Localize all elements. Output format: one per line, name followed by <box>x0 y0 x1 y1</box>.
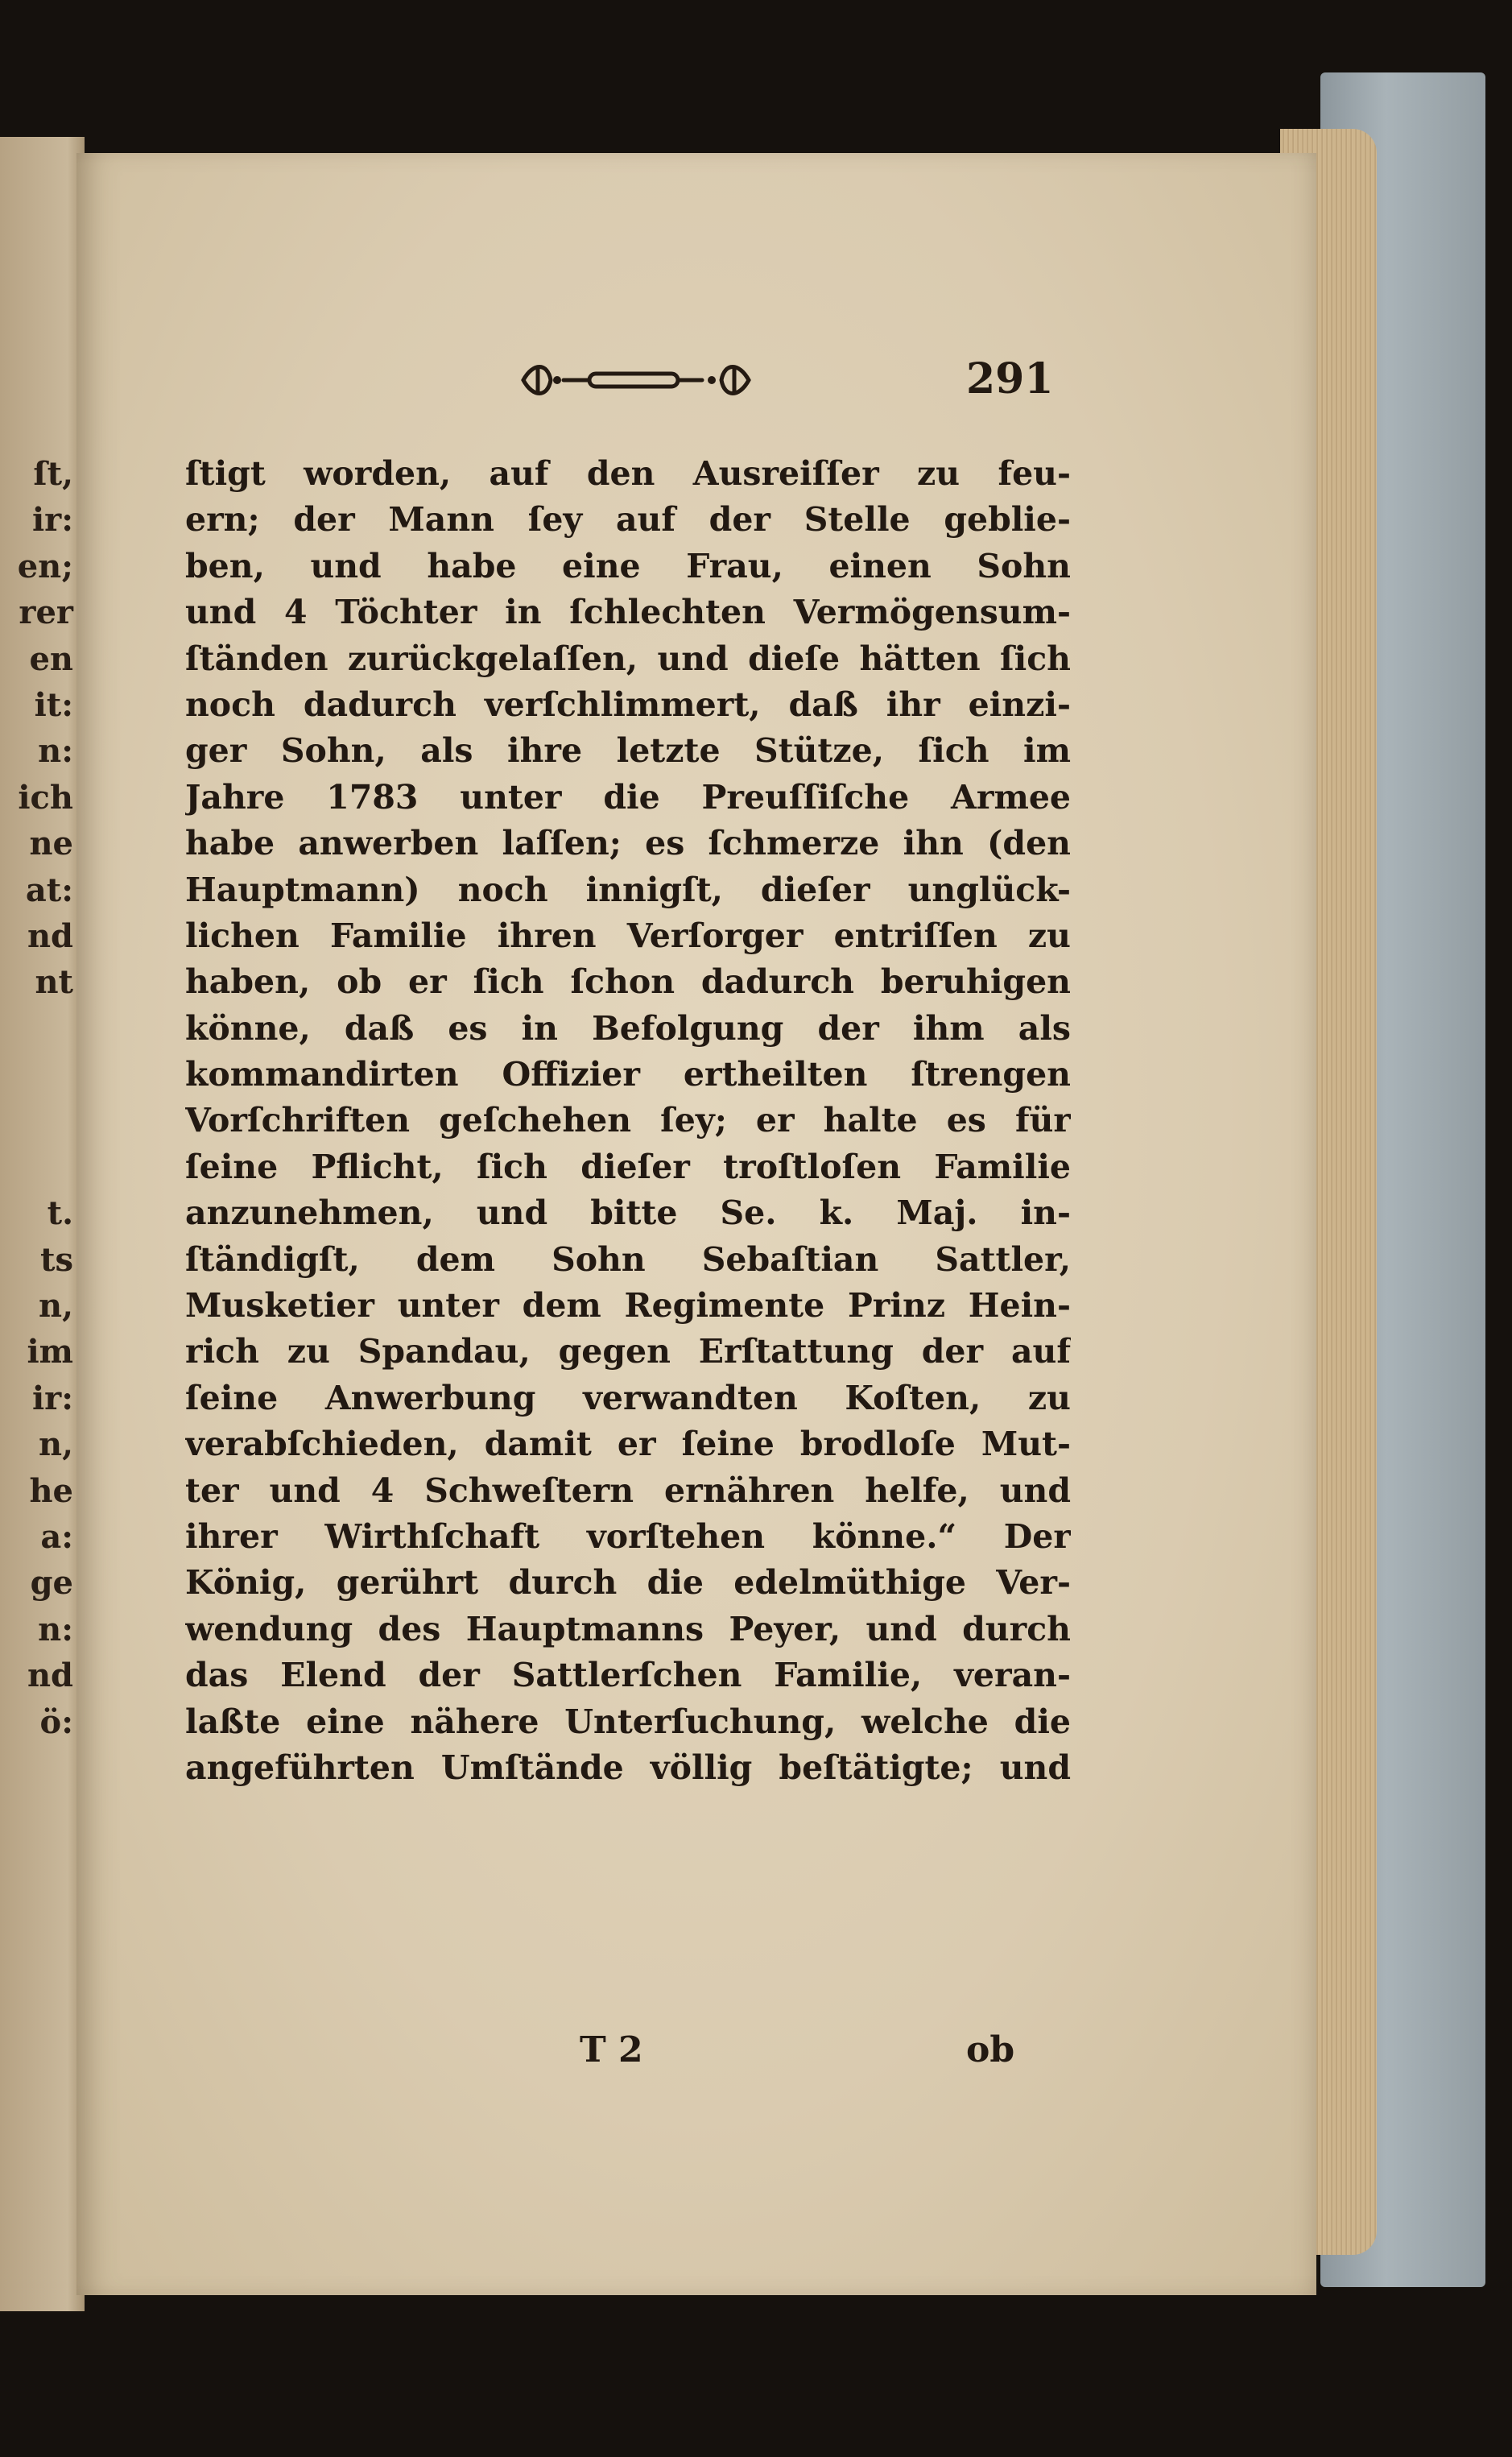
margin-fragment: ir: <box>31 501 73 540</box>
text-line: Vorſchriften geſchehen ſey; er halte es für <box>185 1101 1071 1140</box>
text-line: ſtigt worden, auf den Ausreiſſer zu feu- <box>185 454 1071 493</box>
text-line: ben, und habe eine Frau, einen Sohn <box>185 546 1071 585</box>
text-line: wendung des Hauptmanns Peyer, und durch <box>185 1609 1071 1648</box>
header-ornament-icon <box>515 359 757 401</box>
margin-fragment: rer <box>19 594 73 632</box>
margin-fragment: en; <box>17 547 73 585</box>
margin-fragment: at: <box>25 871 73 909</box>
text-line: Musketier unter dem Regimente Prinz Hein- <box>185 1286 1071 1326</box>
text-line: das Elend der Sattlerſchen Familie, veran- <box>185 1656 1071 1695</box>
text-line: und 4 Töchter in ſchlechten Vermögensum- <box>185 593 1071 632</box>
margin-fragment: nt <box>35 963 73 1002</box>
margin-fragment <box>0 1144 73 1190</box>
text-line: lichen Familie ihren Verſorger entriſſen zu <box>185 916 1071 955</box>
margin-fragment <box>0 1052 73 1098</box>
margin-fragment: t. <box>47 1194 73 1233</box>
text-line: ſtändigſt, dem Sohn Sebaſtian Sattler, <box>185 1239 1071 1279</box>
previous-page-fragments <box>0 451 76 1745</box>
margin-fragment <box>0 1006 73 1052</box>
text-line: ter und 4 Schweſtern ernähren helfe, und <box>185 1470 1071 1510</box>
margin-fragment: en <box>29 639 73 678</box>
page-number: 291 <box>966 354 1054 403</box>
text-line: ihrer Wirthſchaft vorſtehen könne.“ Der <box>185 1516 1071 1556</box>
margin-fragment: ts <box>40 1240 73 1279</box>
margin-fragment: ne <box>29 825 73 863</box>
text-line: ſtänden zurückgelaſſen, und dieſe hätten ſich <box>185 639 1071 678</box>
margin-fragment: ich <box>18 778 73 817</box>
page-body-text <box>185 451 1071 1791</box>
text-line: könne, daß es in Befolgung der ihm als <box>185 1008 1071 1048</box>
margin-fragment: nd <box>27 1657 73 1695</box>
margin-fragment: n: <box>38 1610 73 1648</box>
margin-fragment: ö: <box>39 1702 73 1741</box>
margin-fragment: n: <box>38 732 73 771</box>
text-line: Hauptmann) noch innigſt, dieſer unglück- <box>185 870 1071 909</box>
margin-fragment: it: <box>34 685 73 724</box>
text-line: ſeine Pflicht, ſich dieſer troſtloſen Familie <box>185 1147 1071 1186</box>
margin-fragment <box>0 1098 73 1144</box>
catchword: ob <box>966 2029 1015 2070</box>
margin-fragment: im <box>27 1333 73 1371</box>
margin-fragment: n, <box>38 1287 73 1326</box>
text-line: rich zu Spandau, gegen Erſtattung der auf <box>185 1332 1071 1371</box>
text-line: angeführten Umſtände völlig beſtätigte; und <box>185 1748 1071 1787</box>
text-line: habe anwerben laſſen; es ſchmerze ihn (den <box>185 824 1071 863</box>
text-line: anzunehmen, und bitte Se. k. Maj. in- <box>185 1193 1071 1233</box>
signature-mark: T 2 <box>580 2029 643 2070</box>
margin-fragment: ſt, <box>33 455 73 493</box>
margin-fragment: a: <box>40 1517 73 1556</box>
text-line: König, gerührt durch die edelmüthige Ver- <box>185 1563 1071 1603</box>
text-line: haben, ob er ſich ſchon dadurch beruhigen <box>185 962 1071 1002</box>
text-line: noch dadurch verſchlimmert, daß ihr einzi- <box>185 685 1071 724</box>
page-header <box>515 354 1079 411</box>
text-line: ern; der Mann ſey auf der Stelle geblie- <box>185 500 1071 540</box>
text-line: kommandirten Offizier ertheilten ſtrengen <box>185 1055 1071 1094</box>
margin-fragment: n, <box>38 1425 73 1464</box>
margin-fragment: nd <box>27 916 73 955</box>
text-line: ſeine Anwerbung verwandten Koſten, zu <box>185 1378 1071 1417</box>
text-line: Jahre 1783 unter die Preuſſiſche Armee <box>185 777 1071 817</box>
margin-fragment: he <box>29 1471 73 1510</box>
margin-fragment: ge <box>30 1564 73 1603</box>
text-line: laßte eine nähere Unterſuchung, welche die <box>185 1702 1071 1741</box>
text-line: ger Sohn, als ihre letzte Stütze, ſich im <box>185 731 1071 771</box>
margin-fragment: ir: <box>31 1379 73 1417</box>
text-line: verabſchieden, damit er ſeine brodloſe Mut- <box>185 1425 1071 1464</box>
page-footer <box>580 2029 1063 2078</box>
